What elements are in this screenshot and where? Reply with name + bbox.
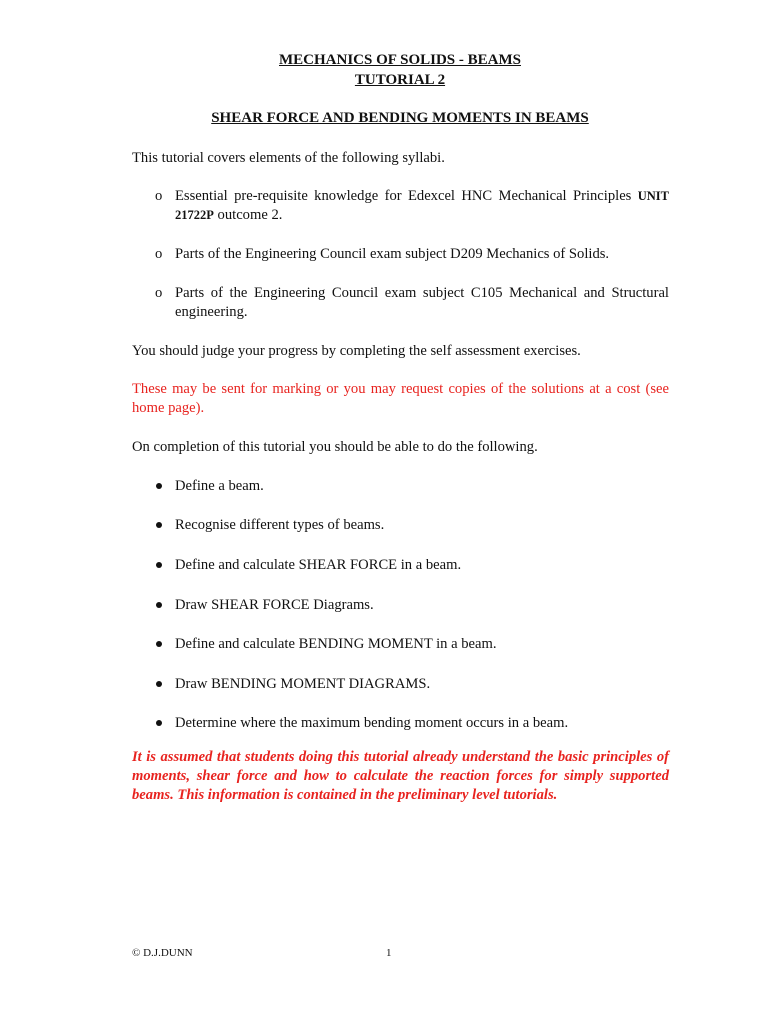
bullet-icon <box>156 720 162 726</box>
objective-item <box>155 556 669 575</box>
objective-item <box>155 714 669 733</box>
document-subtitle: SHEAR FORCE AND BENDING MOMENTS IN BEAMS <box>211 110 589 126</box>
intro-text: This tutorial covers elements of the following syllabi. <box>132 150 445 166</box>
objective-text: Determine where the maximum bending moment occurs in a beam. <box>175 715 569 731</box>
document-title: MECHANICS OF SOLIDS - BEAMS <box>279 52 521 68</box>
list-marker: o <box>155 285 163 301</box>
objective-item <box>155 477 669 496</box>
bullet-icon <box>156 641 162 647</box>
list-marker: o <box>155 188 163 204</box>
syllabus-text-part: Essential pre-requisite knowledge for Edexcel HNC Mechanical Principles <box>175 188 632 204</box>
footer-author: © D.J.DUNN <box>132 947 193 959</box>
objective-item <box>155 675 669 694</box>
objective-text: Define and calculate BENDING MOMENT in a beam. <box>175 636 497 652</box>
objective-item <box>155 596 669 615</box>
marking-note: These may be sent for marking or you may request copies of the solutions at a cost (see home page). <box>132 381 669 416</box>
objective-text: Draw SHEAR FORCE Diagrams. <box>175 597 374 613</box>
bullet-icon <box>156 522 162 528</box>
bullet-icon <box>156 562 162 568</box>
syllabus-item <box>155 284 669 322</box>
objective-item <box>155 635 669 654</box>
tutorial-number: TUTORIAL 2 <box>354 72 446 88</box>
page-number: 1 <box>386 947 392 959</box>
syllabus-text <box>175 187 669 225</box>
syllabus-text-part: outcome 2. <box>217 207 283 223</box>
progress-note: You should judge your progress by completing the self assessment exercises. <box>132 343 581 359</box>
objective-text: Define a beam. <box>175 478 264 494</box>
assumption-note: It is assumed that students doing this tutorial already understand the basic principles of moments, shear force and how to calculate the reaction forces for simply supported beams. This information is contained in the preliminary level tutorials. <box>132 749 669 803</box>
syllabus-text: Parts of the Engineering Council exam subject D209 Mechanics of Solids. <box>175 246 610 262</box>
syllabus-text: Parts of the Engineering Council exam subject C105 Mechanical and Structural engineering. <box>175 285 669 320</box>
objectives-intro: On completion of this tutorial you should be able to do the following. <box>132 439 538 455</box>
list-marker: o <box>155 246 163 262</box>
syllabus-item <box>155 187 669 225</box>
objective-text: Define and calculate SHEAR FORCE in a beam. <box>175 557 462 573</box>
bullet-icon <box>156 602 162 608</box>
objective-text: Recognise different types of beams. <box>175 517 385 533</box>
bullet-icon <box>156 483 162 489</box>
syllabus-item <box>155 245 669 264</box>
objective-text: Draw BENDING MOMENT DIAGRAMS. <box>175 676 431 692</box>
objective-item <box>155 516 669 535</box>
unit-code: UNIT 21722P <box>175 189 669 222</box>
bullet-icon <box>156 681 162 687</box>
